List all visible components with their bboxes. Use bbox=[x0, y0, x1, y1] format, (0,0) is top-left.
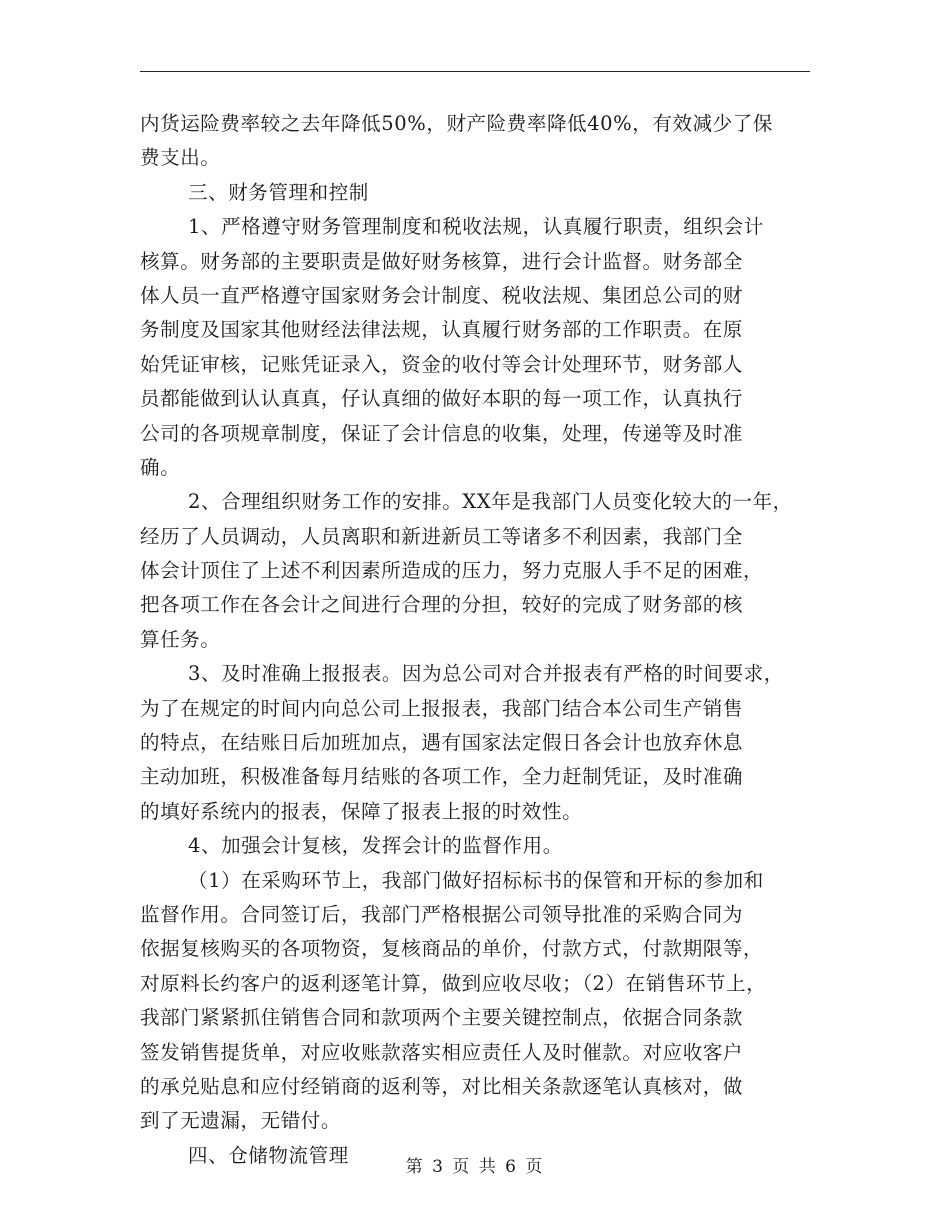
text-line: 内货运险费率较之去年降低50%，财产险费率降低40%，有效减少了保 bbox=[140, 112, 773, 135]
text-line: 为了在规定的时间内向总公司上报报表，我部门结合本公司生产销售 bbox=[140, 696, 744, 720]
text-line: 始凭证审核，记账凭证录入，资金的收付等会计处理环节，财务部人 bbox=[140, 352, 744, 376]
text-line: （1）在采购环节上，我部门做好招标标书的保管和开标的参加和 bbox=[188, 868, 764, 892]
text-line: 把各项工作在各会计之间进行合理的分担，较好的完成了财务部的核 bbox=[140, 593, 744, 617]
text-line: 的特点，在结账日后加班加点，遇有国家法定假日各会计也放弃休息 bbox=[140, 731, 744, 755]
text-line: 的填好系统内的报表，保障了报表上报的时效性。 bbox=[140, 799, 583, 823]
text-line: 的承兑贴息和应付经销商的返利等，对比相关条款逐笔认真核对，做 bbox=[140, 1074, 744, 1098]
text-line: 签发销售提货单，对应收账款落实相应责任人及时催款。对应收客户 bbox=[140, 1040, 744, 1064]
text-line: 三、财务管理和控制 bbox=[188, 180, 369, 204]
text-line: 对原料长约客户的返利逐笔计算，做到应收尽收；（2）在销售环节上， bbox=[140, 971, 767, 995]
text-line: 体人员一直严格遵守国家财务会计制度、税收法规、集团总公司的财 bbox=[140, 283, 744, 307]
text-line: 确。 bbox=[140, 455, 181, 479]
text-line: 体会计顶住了上述不利因素所造成的压力，努力克服人手不足的困难， bbox=[140, 559, 764, 583]
text-line: 主动加班，积极准备每月结账的各项工作，全力赶制凭证，及时准确 bbox=[140, 765, 744, 789]
text-line: 算任务。 bbox=[140, 627, 221, 651]
text-line: 员都能做到认认真真，仔认真细的做好本职的每一项工作，认真执行 bbox=[140, 387, 744, 411]
text-line: 经历了人员调动，人员离职和新进新员工等诸多不利因素，我部门全 bbox=[140, 524, 744, 548]
text-line: 4、加强会计复核，发挥会计的监督作用。 bbox=[188, 834, 563, 858]
text-line: 到了无遗漏，无错付。 bbox=[140, 1109, 342, 1133]
text-line: 1、严格遵守财务管理制度和税收法规，认真履行职责，组织会计 bbox=[188, 215, 764, 239]
page-number: 第 3 页 共 6 页 bbox=[405, 1157, 545, 1177]
text-line: 监督作用。合同签订后，我部门严格根据公司领导批准的采购合同为 bbox=[140, 902, 744, 926]
header-rule bbox=[140, 71, 810, 72]
text-line: 务制度及国家其他财经法律法规，认真履行财务部的工作职责。在原 bbox=[140, 318, 744, 342]
document-body bbox=[140, 107, 810, 1173]
text-line: 费支出。 bbox=[140, 146, 221, 170]
text-line: 核算。财务部的主要职责是做好财务核算，进行会计监督。财务部全 bbox=[140, 249, 744, 273]
text-line: 我部门紧紧抓住销售合同和款项两个主要关键控制点，依据合同条款 bbox=[140, 1006, 744, 1030]
text-line: 依据复核购买的各项物资，复核商品的单价，付款方式，付款期限等， bbox=[140, 937, 764, 961]
text-line: 2、合理组织财务工作的安排。XX年是我部门人员变化较大的一年， bbox=[188, 490, 793, 514]
text-line: 3、及时准确上报报表。因为总公司对合并报表有严格的时间要求， bbox=[188, 662, 784, 686]
text-line: 公司的各项规章制度，保证了会计信息的收集，处理，传递等及时准 bbox=[140, 421, 744, 445]
text-line: 四、仓储物流管理 bbox=[188, 1143, 349, 1167]
